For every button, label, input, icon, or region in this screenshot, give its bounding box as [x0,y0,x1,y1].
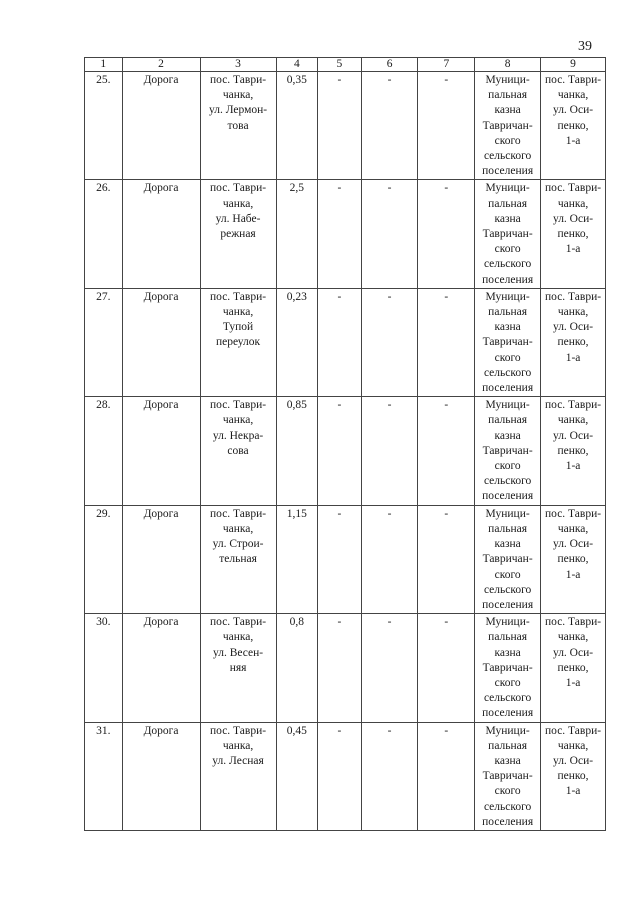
column-5-cell: - [318,72,362,180]
address-cell-line: чанка, [557,522,589,535]
address-cell-line: чанка, [557,414,589,427]
location-cell-line: чанка, [222,197,254,210]
location-cell [200,288,276,396]
owner-cell [475,722,541,830]
address-cell-line: 1-а [565,568,581,581]
column-header: 5 [318,58,362,72]
column-7-cell: - [418,72,475,180]
column-header: 4 [276,58,318,72]
owner-cell-line: ского [494,568,521,581]
column-7-cell: - [418,180,475,288]
owner-cell [475,397,541,505]
address-cell-line: пенко, [557,336,589,349]
owner-cell-line: поселения [482,165,534,178]
address-cell [541,614,606,722]
location-cell-line: ул. Лесная [212,754,264,767]
owner-cell-line: сельского [483,800,532,813]
column-header: 8 [475,58,541,72]
column-7-cell: - [418,288,475,396]
table-row [85,72,606,180]
address-cell-line: ул. Оси- [552,429,594,442]
address-cell-line: пенко, [557,119,589,132]
owner-cell-line: Тавричан- [482,553,533,566]
length-cell: 0,35 [276,72,318,180]
length-cell: 1,15 [276,505,318,613]
column-5-cell: - [318,288,362,396]
location-cell-line: това [227,119,249,132]
address-cell-line: пос. Таври- [545,724,602,737]
location-cell-line: пос. Таври- [210,290,267,303]
column-7-cell: - [418,397,475,505]
location-cell-line: ул. Лермон- [208,104,268,117]
location-cell-line: чанка, [222,414,254,427]
table-row [85,722,606,830]
object-type-cell: Дорога [122,614,200,722]
row-number-cell: 30. [85,614,123,722]
location-cell [200,72,276,180]
owner-cell-line: Муници- [485,616,530,629]
table-row [85,397,606,505]
column-header: 1 [85,58,123,72]
column-7-cell: - [418,722,475,830]
location-cell [200,180,276,288]
owner-cell-line: пальная [488,197,528,210]
address-cell-line: пос. Таври- [545,74,602,86]
column-7-cell: - [418,505,475,613]
owner-cell-line: Муници- [485,290,530,303]
address-cell [541,72,606,180]
column-6-cell: - [361,180,418,288]
object-type-cell: Дорога [122,180,200,288]
owner-cell-line: Тавричан- [482,444,533,457]
column-header: 9 [541,58,606,72]
row-number-cell: 25. [85,72,123,180]
owner-cell-line: Тавричан- [482,119,533,132]
length-cell: 0,8 [276,614,318,722]
address-cell-line: пос. Таври- [545,182,602,195]
location-cell [200,505,276,613]
owner-cell-line: Муници- [485,724,530,737]
address-cell [541,397,606,505]
length-cell: 0,85 [276,397,318,505]
address-cell-line: 1-а [565,785,581,798]
location-cell-line: переулок [215,336,261,349]
location-cell [200,614,276,722]
location-cell-line: Тупой [222,321,254,334]
column-6-cell: - [361,614,418,722]
owner-cell-line: казна [494,754,521,767]
column-header: 7 [418,58,475,72]
owner-cell-line: сельского [483,150,532,163]
length-cell: 0,45 [276,722,318,830]
object-type-cell: Дорога [122,722,200,830]
owner-cell-line: поселения [482,490,534,503]
owner-cell-line: сельского [483,583,532,596]
table-row [85,505,606,613]
address-cell [541,288,606,396]
owner-cell-line: Муници- [485,74,530,86]
address-cell-line: пос. Таври- [545,616,602,629]
owner-cell-line: поселения [482,382,534,395]
address-cell-line: ул. Оси- [552,754,594,767]
object-type-cell: Дорога [122,505,200,613]
object-type-cell: Дорога [122,397,200,505]
owner-cell-line: поселения [482,273,534,286]
location-cell-line: режная [220,228,256,241]
table-body [85,72,606,831]
page-number: 39 [578,39,592,54]
row-number-cell: 27. [85,288,123,396]
location-cell-line: сова [227,444,249,457]
address-cell-line: чанка, [557,306,589,319]
owner-cell-line: поселения [482,598,534,611]
owner-cell [475,180,541,288]
location-cell-line: пос. Таври- [210,724,267,737]
owner-cell-line: ского [494,243,521,256]
owner-cell-line: сельского [483,258,532,271]
column-6-cell: - [361,505,418,613]
owner-cell-line: ского [494,785,521,798]
location-cell-line: тельная [219,553,257,566]
owner-cell-line: казна [494,429,521,442]
owner-cell-line: сельского [483,366,532,379]
length-cell: 2,5 [276,180,318,288]
address-cell-line: ул. Оси- [552,321,594,334]
owner-cell-line: сельского [483,475,532,488]
column-header: 2 [122,58,200,72]
column-5-cell: - [318,614,362,722]
address-cell-line: ул. Оси- [552,212,594,225]
row-number-cell: 29. [85,505,123,613]
column-6-cell: - [361,722,418,830]
table-row [85,180,606,288]
owner-cell-line: Муници- [485,182,530,195]
owner-cell-line: Тавричан- [482,661,533,674]
column-6-cell: - [361,288,418,396]
table-row [85,614,606,722]
address-cell-line: пенко, [557,770,589,783]
owner-cell-line: Тавричан- [482,770,533,783]
owner-cell [475,288,541,396]
address-cell [541,180,606,288]
row-number-cell: 28. [85,397,123,505]
address-cell-line: пенко, [557,553,589,566]
owner-cell-line: казна [494,538,521,551]
column-5-cell: - [318,505,362,613]
owner-cell-line: пальная [488,414,528,427]
owner-cell-line: ского [494,351,521,364]
address-cell-line: 1-а [565,676,581,689]
owner-cell-line: Тавричан- [482,228,533,241]
column-6-cell: - [361,72,418,180]
owner-cell-line: поселения [482,707,534,720]
row-number-cell: 31. [85,722,123,830]
owner-cell-line: Муници- [485,507,530,520]
location-cell-line: чанка, [222,522,254,535]
owner-cell-line: пальная [488,631,528,644]
row-number-cell: 26. [85,180,123,288]
address-cell-line: чанка, [557,197,589,210]
address-cell-line: ул. Оси- [552,104,594,117]
location-cell-line: ул. Некра- [212,429,264,442]
location-cell-line: чанка, [222,89,254,102]
owner-cell-line: поселения [482,815,534,828]
column-number-row [85,58,606,72]
owner-cell-line: казна [494,321,521,334]
address-cell-line: пос. Таври- [545,507,602,520]
length-cell: 0,23 [276,288,318,396]
owner-cell [475,72,541,180]
location-cell-line: ул. Весен- [212,646,264,659]
location-cell-line: няя [229,661,247,674]
address-cell-line: пенко, [557,661,589,674]
owner-cell [475,505,541,613]
location-cell-line: чанка, [222,739,254,752]
address-cell-line: 1-а [565,134,581,147]
owner-cell-line: казна [494,646,521,659]
address-cell-line: 1-а [565,460,581,473]
location-cell [200,722,276,830]
location-cell [200,397,276,505]
location-cell-line: пос. Таври- [210,74,267,86]
column-header: 6 [361,58,418,72]
owner-cell-line: ского [494,676,521,689]
owner-cell-line: ского [494,134,521,147]
address-cell-line: пос. Таври- [545,290,602,303]
location-cell-line: пос. Таври- [210,399,267,412]
column-5-cell: - [318,180,362,288]
object-type-cell: Дорога [122,72,200,180]
object-type-cell: Дорога [122,288,200,396]
owner-cell-line: пальная [488,739,528,752]
location-cell-line: ул. Строи- [212,538,264,551]
owner-cell-line: пальная [488,522,528,535]
column-header: 3 [200,58,276,72]
address-cell-line: пенко, [557,444,589,457]
property-registry-table [84,57,606,831]
column-5-cell: - [318,722,362,830]
address-cell [541,722,606,830]
owner-cell-line: сельского [483,692,532,705]
location-cell-line: чанка, [222,306,254,319]
address-cell-line: пенко, [557,228,589,241]
owner-cell-line: казна [494,104,521,117]
owner-cell-line: Тавричан- [482,336,533,349]
owner-cell [475,614,541,722]
owner-cell-line: казна [494,212,521,225]
address-cell-line: ул. Оси- [552,538,594,551]
address-cell-line: чанка, [557,89,589,102]
owner-cell-line: пальная [488,306,528,319]
location-cell-line: ул. Набе- [215,212,261,225]
address-cell-line: пос. Таври- [545,399,602,412]
owner-cell-line: пальная [488,89,528,102]
table-row [85,288,606,396]
location-cell-line: чанка, [222,631,254,644]
column-6-cell: - [361,397,418,505]
address-cell [541,505,606,613]
column-7-cell: - [418,614,475,722]
owner-cell-line: ского [494,460,521,473]
location-cell-line: пос. Таври- [210,616,267,629]
address-cell-line: 1-а [565,243,581,256]
address-cell-line: ул. Оси- [552,646,594,659]
location-cell-line: пос. Таври- [210,507,267,520]
owner-cell-line: Муници- [485,399,530,412]
location-cell-line: пос. Таври- [210,182,267,195]
column-5-cell: - [318,397,362,505]
address-cell-line: чанка, [557,631,589,644]
address-cell-line: чанка, [557,739,589,752]
address-cell-line: 1-а [565,351,581,364]
